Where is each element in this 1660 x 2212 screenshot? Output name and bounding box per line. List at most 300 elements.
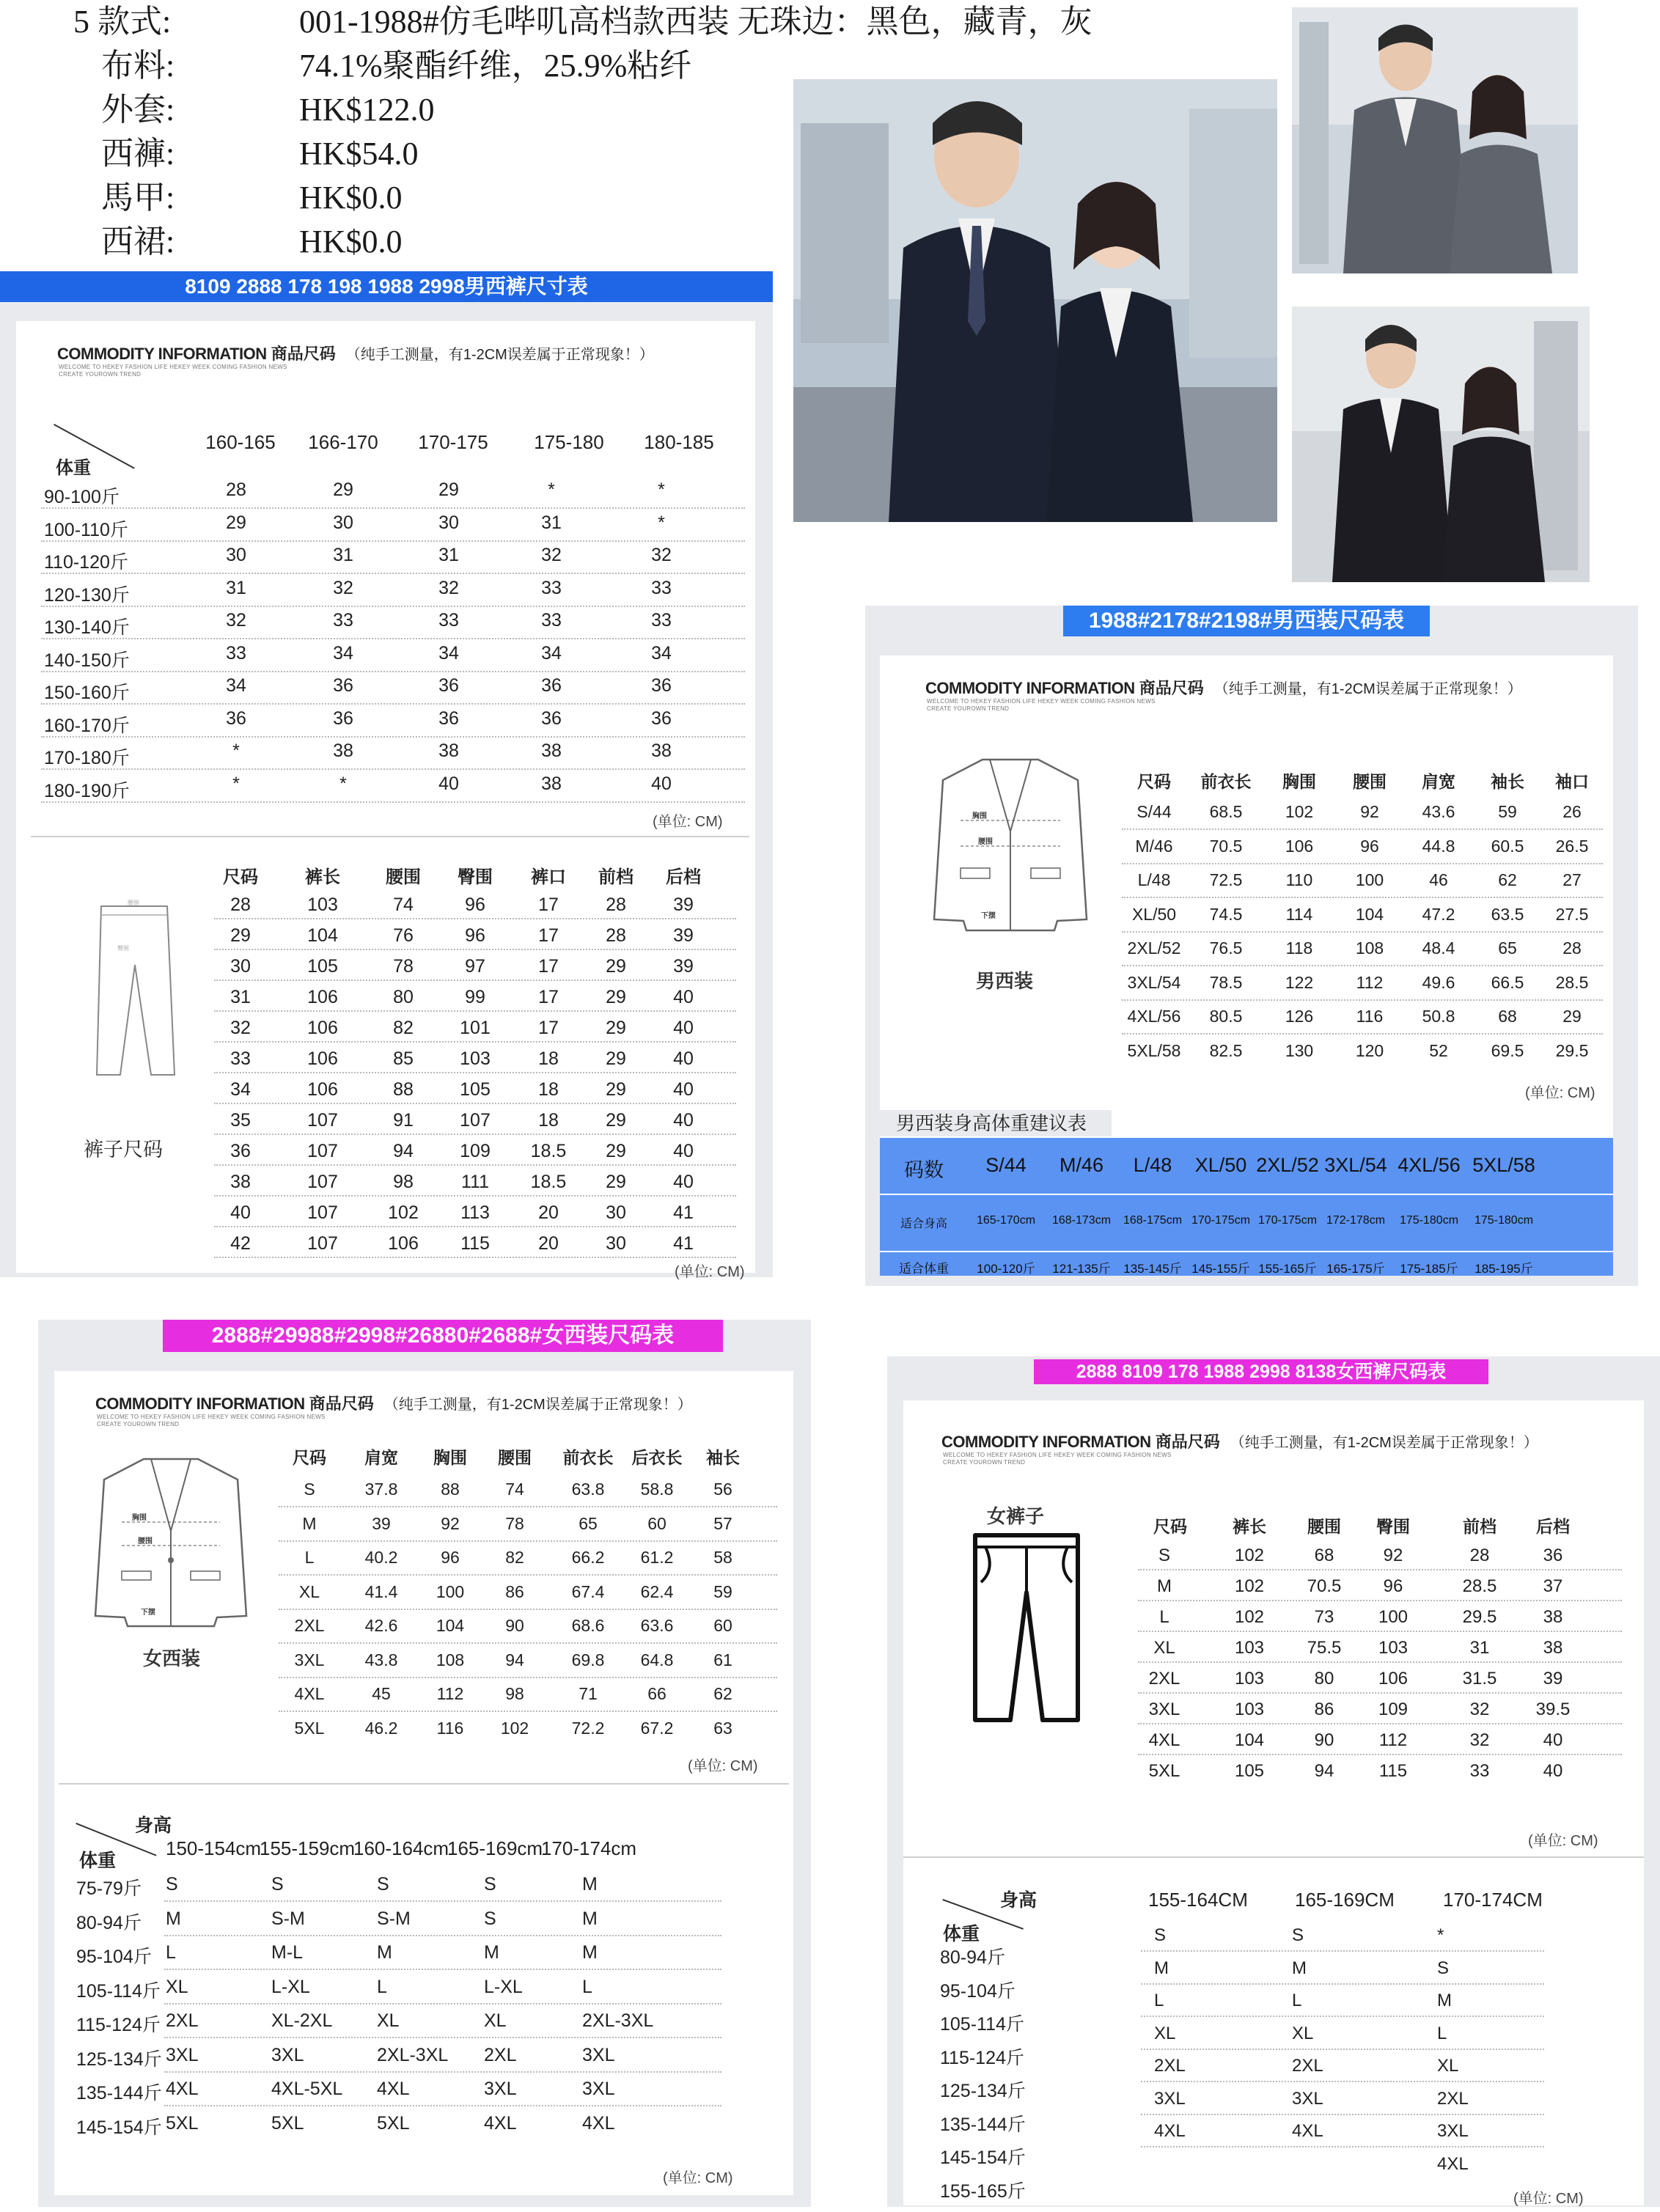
size-value: 33 xyxy=(226,642,246,664)
size-value: 34 xyxy=(333,642,353,664)
size-table-cell: 17 xyxy=(538,1018,559,1038)
size-table-cell: 31 xyxy=(230,987,251,1007)
row-divider xyxy=(41,671,745,672)
suit-table-cell: 2XL xyxy=(294,1616,325,1635)
size-table-cell: 18 xyxy=(538,1079,559,1100)
suit-table-cell: 41.4 xyxy=(364,1581,398,1601)
weight-row-label: 75-79斤 xyxy=(76,1878,142,1899)
men-pants-banner: 8109 2888 178 198 1988 2998男西裤尺寸表 xyxy=(0,271,773,302)
size-table-cell: 107 xyxy=(307,1141,338,1161)
size-value: M xyxy=(1437,1991,1452,2010)
size-table-cell: 29 xyxy=(606,1018,626,1038)
pants-table-cell: 109 xyxy=(1378,1700,1409,1719)
size-table-cell: 96 xyxy=(465,925,485,946)
size-table-cell: 106 xyxy=(307,987,338,1007)
size-value: 36 xyxy=(651,708,672,729)
suit-table-cell: 27 xyxy=(1562,870,1582,889)
size-value: L xyxy=(582,1976,592,1997)
size-table-cell: 76 xyxy=(393,925,414,946)
height-column-header: 150-154cm xyxy=(166,1837,262,1859)
size-table-cell: 29 xyxy=(606,1110,626,1131)
size-table-cell: 20 xyxy=(538,1233,559,1254)
unit-note: (单位: CM) xyxy=(653,814,723,830)
row-divider xyxy=(279,1506,777,1507)
row-divider xyxy=(1122,828,1603,830)
pants-table-cell: 36 xyxy=(1543,1546,1563,1565)
size-table-cell: 17 xyxy=(538,956,559,977)
size-table-cell: 96 xyxy=(465,894,485,915)
row-divider xyxy=(41,606,745,607)
suit-table-cell: 62.4 xyxy=(640,1581,674,1601)
suit-table-cell: 74 xyxy=(505,1480,524,1499)
size-table-cell: 107 xyxy=(307,1233,338,1254)
pants-table-cell: 102 xyxy=(1234,1607,1265,1627)
size-table-cell: 97 xyxy=(465,956,485,977)
suit-table-cell: 102 xyxy=(1285,802,1314,821)
pants-table-cell: XL xyxy=(1153,1638,1175,1658)
size-table-cell: 106 xyxy=(307,1048,338,1069)
commodity-subtitle-1: WELCOME TO HEKEY FASHION LIFE HEKEY WEEK COMING FASHION NEWS xyxy=(927,698,1156,705)
suit-table-cell: 52 xyxy=(1429,1040,1448,1060)
row-divider xyxy=(164,1900,721,1902)
unit-note: (单位: CM) xyxy=(663,2170,733,2186)
size-value: M xyxy=(1292,1958,1307,1978)
size-value: S xyxy=(1437,1958,1450,1978)
size-value: 4XL xyxy=(1292,2121,1323,2141)
size-table-cell: 41 xyxy=(673,1202,694,1223)
size-value: 31 xyxy=(541,512,562,533)
suit-table-cell: 2XL/52 xyxy=(1127,938,1181,958)
suit-table-cell: 122 xyxy=(1285,972,1314,992)
advice-cell: 155-165斤 xyxy=(1258,1262,1317,1276)
size-value: * xyxy=(658,512,665,533)
spec-label: 外套: xyxy=(101,92,175,128)
height-column-header: 155-164CM xyxy=(1148,1889,1248,1911)
suit-table-header: 腰围 xyxy=(1353,772,1387,791)
size-value: 4XL xyxy=(582,2112,615,2134)
size-value: 4XL xyxy=(166,2079,199,2099)
row-divider xyxy=(41,540,745,542)
size-table-cell: 39 xyxy=(673,956,694,977)
size-value: 38 xyxy=(333,741,353,761)
pants-table-cell: 100 xyxy=(1378,1607,1409,1627)
advice-cell: 165-170cm xyxy=(976,1214,1036,1227)
suit-table-cell: 5XL xyxy=(294,1718,325,1738)
spec-label: 西褲: xyxy=(101,136,175,172)
size-value: * xyxy=(1437,1925,1444,1945)
spec-label: 馬甲: xyxy=(101,180,175,216)
suit-table-cell: 63.6 xyxy=(640,1616,674,1635)
size-value: 30 xyxy=(226,545,246,565)
suit-table-cell: 112 xyxy=(1356,972,1384,992)
size-value: 36 xyxy=(651,675,672,696)
suit-table-cell: 104 xyxy=(1355,904,1384,924)
size-table-cell: 34 xyxy=(230,1079,251,1100)
unit-note: (单位: CM) xyxy=(675,1264,745,1280)
suit-table-cell: 45 xyxy=(372,1684,391,1703)
suit-table-cell: 4XL xyxy=(294,1684,325,1703)
pants-table-cell: 103 xyxy=(1234,1638,1265,1658)
pants-table-cell: 103 xyxy=(1378,1638,1409,1658)
size-value: M xyxy=(582,1942,598,1963)
size-table-header: 后档 xyxy=(666,867,701,887)
suit-table-cell: 58.8 xyxy=(640,1480,674,1499)
size-table-cell: 32 xyxy=(230,1018,251,1038)
size-table-cell: 28 xyxy=(230,894,251,915)
size-table-cell: 106 xyxy=(307,1018,338,1038)
suit-table-header: 肩宽 xyxy=(1422,772,1455,791)
weight-row-label: 90-100斤 xyxy=(44,487,120,507)
weight-row-label: 145-154斤 xyxy=(76,2117,162,2138)
size-value: S xyxy=(377,1874,389,1895)
size-table-header: 前档 xyxy=(598,867,633,887)
size-table-cell: 38 xyxy=(230,1172,251,1192)
size-value: 2XL xyxy=(166,2010,199,2031)
size-value: 3XL xyxy=(582,2079,615,2099)
section-divider xyxy=(903,1856,1644,1858)
pants-table-cell: 37 xyxy=(1543,1576,1563,1596)
pants-table-cell: 38 xyxy=(1543,1607,1563,1627)
size-value: 36 xyxy=(541,708,562,729)
row-divider xyxy=(1122,863,1603,864)
size-value: S xyxy=(1292,1925,1304,1945)
size-table-cell: 103 xyxy=(307,894,338,915)
suit-table-cell: 66.2 xyxy=(571,1548,605,1567)
advice-row-divider xyxy=(880,1251,1613,1252)
suit-table-cell: 108 xyxy=(1355,938,1384,958)
size-table-cell: 103 xyxy=(460,1048,491,1069)
suit-table-cell: 108 xyxy=(436,1650,465,1669)
size-value: 36 xyxy=(333,708,353,729)
size-table-cell: 113 xyxy=(460,1202,490,1223)
pants-table-header: 裤长 xyxy=(1233,1517,1266,1536)
size-value: XL xyxy=(484,2010,507,2031)
spec-row xyxy=(0,44,792,88)
pants-table-header: 臀围 xyxy=(1376,1517,1410,1536)
pants-table-cell: 115 xyxy=(1378,1761,1408,1781)
suit-table-cell: 61.2 xyxy=(640,1548,674,1567)
commodity-title-en: COMMODITY INFORMATION xyxy=(925,679,1135,697)
pants-table-cell: 75.5 xyxy=(1307,1638,1342,1658)
commodity-title-note: （纯手工测量，有1-2CM误差属于正常现象！） xyxy=(1230,1435,1538,1451)
size-table-cell: 107 xyxy=(307,1202,338,1223)
weight-row-label: 135-144斤 xyxy=(940,2114,1026,2135)
row-divider xyxy=(1138,1569,1622,1570)
row-divider xyxy=(279,1642,777,1644)
commodity-title-note: （纯手工测量，有1-2CM误差属于正常现象！） xyxy=(383,1397,692,1413)
size-value: S xyxy=(166,1874,178,1895)
weight-row-label: 130-140斤 xyxy=(44,617,130,638)
suit-table-cell: 106 xyxy=(1285,836,1314,856)
pants-table-cell: 94 xyxy=(1314,1761,1334,1781)
suit-table-cell: 27.5 xyxy=(1555,904,1589,924)
suit-table-cell: 82.5 xyxy=(1209,1040,1243,1060)
row-divider xyxy=(41,703,745,705)
size-value: 30 xyxy=(333,512,353,533)
size-table-cell: 40 xyxy=(673,987,694,1007)
size-table-cell: 29 xyxy=(606,956,626,977)
suit-table-cell: 60.5 xyxy=(1491,836,1524,856)
size-table-cell: 29 xyxy=(606,987,626,1007)
suit-table-cell: 59 xyxy=(1498,802,1517,821)
men-suit-size-panel xyxy=(865,606,1638,1286)
size-value: 2XL xyxy=(1154,2056,1186,2076)
size-value: 38 xyxy=(541,773,562,794)
height-column-header: 170-174CM xyxy=(1443,1889,1543,1911)
weight-row-label: 95-104斤 xyxy=(940,1980,1016,2002)
size-table-cell: 82 xyxy=(393,1018,414,1038)
advice-cell: L/48 xyxy=(1133,1154,1172,1176)
pants-table-cell: 102 xyxy=(1234,1576,1265,1596)
size-value: L xyxy=(377,1976,387,1997)
size-table-cell: 78 xyxy=(393,956,414,977)
suit-table-cell: 65 xyxy=(579,1513,598,1533)
suit-table-header: 胸围 xyxy=(1282,772,1316,791)
row-divider xyxy=(1138,1723,1622,1724)
row-divider xyxy=(1141,1983,1544,1985)
size-value: 3XL xyxy=(582,2044,615,2065)
row-divider xyxy=(1138,1754,1622,1755)
height-column-header: 160-164cm xyxy=(353,1837,449,1859)
size-value: S xyxy=(1154,1925,1167,1945)
spec-value: 74.1%聚酯纤维，25.9%粘纤 xyxy=(299,48,692,84)
suit-table-header: 前衣长 xyxy=(1200,772,1252,791)
pants-table-cell: 39.5 xyxy=(1535,1700,1571,1719)
pants-sketch-icon xyxy=(87,899,182,1082)
height-column-header: 160-165 xyxy=(205,431,276,453)
pants-table-cell: 3XL xyxy=(1148,1700,1180,1719)
size-value: 4XL xyxy=(1437,2153,1469,2174)
weight-row-label: 80-94斤 xyxy=(76,1912,142,1933)
suit-table-cell: 62 xyxy=(1498,870,1517,889)
pants-table-cell: 106 xyxy=(1378,1669,1409,1689)
pants-table-header: 后档 xyxy=(1536,1517,1570,1536)
pants-table-cell: 112 xyxy=(1378,1730,1408,1750)
advice-cell: 170-175cm xyxy=(1191,1214,1251,1227)
weight-row-label: 125-134斤 xyxy=(940,2081,1026,2101)
size-value: S-M xyxy=(377,1908,411,1929)
suit-table-cell: 43.8 xyxy=(364,1650,398,1669)
size-value: 2XL-3XL xyxy=(582,2010,654,2031)
men-suit-jacket-label: 男西装 xyxy=(975,970,1033,992)
suit-table-cell: 72.5 xyxy=(1209,870,1243,889)
size-table-cell: 91 xyxy=(393,1110,414,1131)
size-value: 3XL xyxy=(1437,2121,1469,2141)
size-value: 34 xyxy=(541,642,562,664)
size-value: L xyxy=(1292,1991,1302,2010)
weight-row-label: 155-165斤 xyxy=(940,2180,1026,2202)
size-value: * xyxy=(658,479,665,500)
spec-value: 001-1988#仿毛哔叽高档款西装 无珠边：黑色，藏青，灰 xyxy=(299,4,1092,40)
product-spec xyxy=(0,0,1092,264)
suit-table-cell: 42.6 xyxy=(364,1616,398,1635)
pants-table-cell: 104 xyxy=(1234,1730,1265,1750)
size-value: L xyxy=(1437,2023,1447,2043)
size-value: M xyxy=(377,1942,392,1963)
size-value: 34 xyxy=(651,642,672,664)
suit-table-cell: 37.8 xyxy=(364,1480,398,1499)
jacket-sketch-icon xyxy=(931,751,1090,934)
suit-table-cell: 63 xyxy=(713,1718,732,1738)
pants-table-cell: 86 xyxy=(1314,1700,1334,1719)
suit-table-cell: 120 xyxy=(1355,1040,1384,1060)
suit-table-cell: 49.6 xyxy=(1422,972,1455,992)
suit-table-header: 后衣长 xyxy=(631,1448,683,1467)
advice-cell: 170-175cm xyxy=(1257,1214,1318,1227)
size-value: L-XL xyxy=(484,1976,523,1997)
size-table-cell: 104 xyxy=(307,925,338,946)
suit-table-cell: S xyxy=(304,1480,315,1499)
pants-table-cell: 32 xyxy=(1469,1730,1490,1750)
size-value: S xyxy=(271,1874,284,1895)
suit-table-cell: 100 xyxy=(1355,870,1384,889)
photo-main-couple xyxy=(793,79,1277,522)
suit-table-cell: 40.2 xyxy=(364,1548,398,1567)
size-table-cell: 30 xyxy=(606,1202,626,1223)
size-table-cell: 18 xyxy=(538,1048,559,1069)
size-value: S xyxy=(484,1908,496,1929)
suit-table-cell: 5XL/58 xyxy=(1127,1040,1181,1060)
advice-cell: 100-120斤 xyxy=(977,1262,1035,1276)
size-table-cell: 18 xyxy=(538,1110,559,1131)
suit-table-cell: 74.5 xyxy=(1209,904,1243,924)
row-divider xyxy=(1141,2146,1544,2147)
size-table-cell: 106 xyxy=(307,1079,338,1100)
suit-table-cell: XL/50 xyxy=(1131,904,1177,924)
row-divider xyxy=(164,2037,721,2038)
pants-table-cell: 105 xyxy=(1234,1761,1265,1781)
suit-table-cell: 39 xyxy=(372,1513,391,1533)
size-value: L-XL xyxy=(271,1976,310,1997)
size-table-cell: 20 xyxy=(538,1202,559,1223)
spec-row xyxy=(0,176,792,220)
weight-header: 体重 xyxy=(943,1924,980,1944)
pants-table-cell: 32 xyxy=(1469,1700,1490,1719)
suit-table-header: 肩宽 xyxy=(364,1448,398,1467)
pants-table-cell: 31.5 xyxy=(1462,1669,1497,1689)
women-suit-banner: 2888#29988#2998#26880#2688#女西装尺码表 xyxy=(163,1320,723,1352)
size-value: 3XL xyxy=(166,2044,199,2065)
row-divider xyxy=(279,1574,777,1576)
size-value: 30 xyxy=(438,512,459,533)
pants-table-cell: 90 xyxy=(1314,1730,1334,1750)
size-value: 31 xyxy=(333,545,353,565)
suit-table-cell: 112 xyxy=(436,1684,464,1703)
size-table-header: 裤长 xyxy=(305,867,340,887)
weight-row-label: 120-130斤 xyxy=(44,584,130,606)
suit-table-cell: L/48 xyxy=(1137,870,1171,889)
size-value: * xyxy=(232,741,240,761)
size-table-cell: 35 xyxy=(230,1110,251,1131)
pants-table-cell: 96 xyxy=(1383,1576,1403,1596)
pants-table-cell: 39 xyxy=(1543,1669,1563,1689)
pants-table-cell: S xyxy=(1158,1546,1170,1565)
unit-note: (单位: CM) xyxy=(688,1758,758,1774)
suit-table-cell: S/44 xyxy=(1136,802,1172,821)
advice-cell: 5XL/58 xyxy=(1472,1154,1535,1176)
row-divider xyxy=(41,507,745,509)
size-value: 34 xyxy=(226,675,246,696)
size-value: 4XL-5XL xyxy=(271,2079,343,2099)
commodity-subtitle-1: WELCOME TO HEKEY FASHION LIFE HEKEY WEEK COMING FASHION NEWS xyxy=(943,1452,1172,1458)
pants-table-cell: 28 xyxy=(1469,1546,1490,1565)
suit-table-cell: 63.5 xyxy=(1491,904,1524,924)
size-table-cell: 28 xyxy=(606,925,626,946)
women-suit-jacket-label: 女西装 xyxy=(142,1647,200,1669)
size-value: 40 xyxy=(651,773,672,794)
size-value: 2XL-3XL xyxy=(377,2044,449,2065)
size-table-cell: 40 xyxy=(673,1141,694,1161)
suit-table-header: 袖长 xyxy=(706,1448,740,1467)
men-suit-banner: 1988#2178#2198#男西装尺码表 xyxy=(1063,606,1430,636)
pants-table-header: 前档 xyxy=(1463,1517,1496,1536)
row-divider xyxy=(1141,1950,1544,1952)
size-table-cell: 99 xyxy=(465,987,485,1007)
suit-table-cell: 110 xyxy=(1285,870,1313,889)
suit-table-cell: 47.2 xyxy=(1422,904,1455,924)
pants-table-cell: 29.5 xyxy=(1462,1607,1497,1627)
pants-table-cell: 5XL xyxy=(1148,1761,1180,1781)
advice-cell: 172-178cm xyxy=(1326,1214,1386,1227)
height-column-header: 175-180 xyxy=(534,431,604,453)
size-value: 4XL xyxy=(377,2079,410,2099)
suit-table-cell: 66 xyxy=(647,1684,666,1703)
commodity-subtitle-1: WELCOME TO HEKEY FASHION LIFE HEKEY WEEK COMING FASHION NEWS xyxy=(59,364,287,370)
row-divider xyxy=(164,1935,721,1936)
size-table-cell: 40 xyxy=(230,1202,251,1223)
size-table-cell: 88 xyxy=(393,1079,414,1100)
commodity-title-en: COMMODITY INFORMATION xyxy=(57,345,267,363)
svg-text:下摆: 下摆 xyxy=(981,912,996,920)
weight-row-label: 150-160斤 xyxy=(44,683,130,703)
size-value: XL-2XL xyxy=(271,2010,333,2031)
size-value: 33 xyxy=(651,610,672,631)
women-pants-banner: 2888 8109 178 1988 2998 8138女西裤尺码表 xyxy=(1034,1359,1488,1384)
size-value: XL xyxy=(1154,2023,1176,2043)
size-table-cell: 40 xyxy=(673,1172,694,1192)
commodity-title-cn: 商品尺码 xyxy=(1134,679,1204,697)
size-table-cell: 105 xyxy=(460,1079,491,1100)
pants-table-cell: 102 xyxy=(1234,1546,1265,1565)
commodity-title xyxy=(925,676,1522,699)
size-value: 4XL xyxy=(1154,2121,1186,2141)
commodity-title xyxy=(57,342,654,364)
spec-row xyxy=(0,132,792,176)
suit-table-cell: 98 xyxy=(505,1684,524,1703)
suit-table-cell: 102 xyxy=(500,1718,529,1738)
spec-label: 5 款式: xyxy=(73,4,172,40)
suit-table-cell: 29 xyxy=(1562,1007,1582,1026)
commodity-title-en: COMMODITY INFORMATION xyxy=(941,1433,1151,1451)
suit-table-cell: 56 xyxy=(713,1480,732,1499)
row-divider xyxy=(1122,1033,1603,1035)
size-table-cell: 18.5 xyxy=(530,1172,567,1192)
weight-row-label: 160-170斤 xyxy=(44,715,130,736)
size-value: 28 xyxy=(226,479,246,500)
height-column-header: 165-169CM xyxy=(1295,1889,1395,1911)
svg-text:胸围: 胸围 xyxy=(972,812,987,820)
row-divider xyxy=(1141,2114,1544,2115)
size-value: * xyxy=(339,773,347,794)
size-value: 29 xyxy=(226,512,246,533)
row-divider xyxy=(164,2003,721,2005)
size-value: 33 xyxy=(541,610,562,631)
row-divider xyxy=(41,638,745,639)
size-value: 36 xyxy=(438,708,459,729)
commodity-title-note: （纯手工测量，有1-2CM误差属于正常现象！） xyxy=(345,347,654,363)
suit-table-cell: 71 xyxy=(579,1684,598,1703)
size-value: 38 xyxy=(651,741,672,761)
